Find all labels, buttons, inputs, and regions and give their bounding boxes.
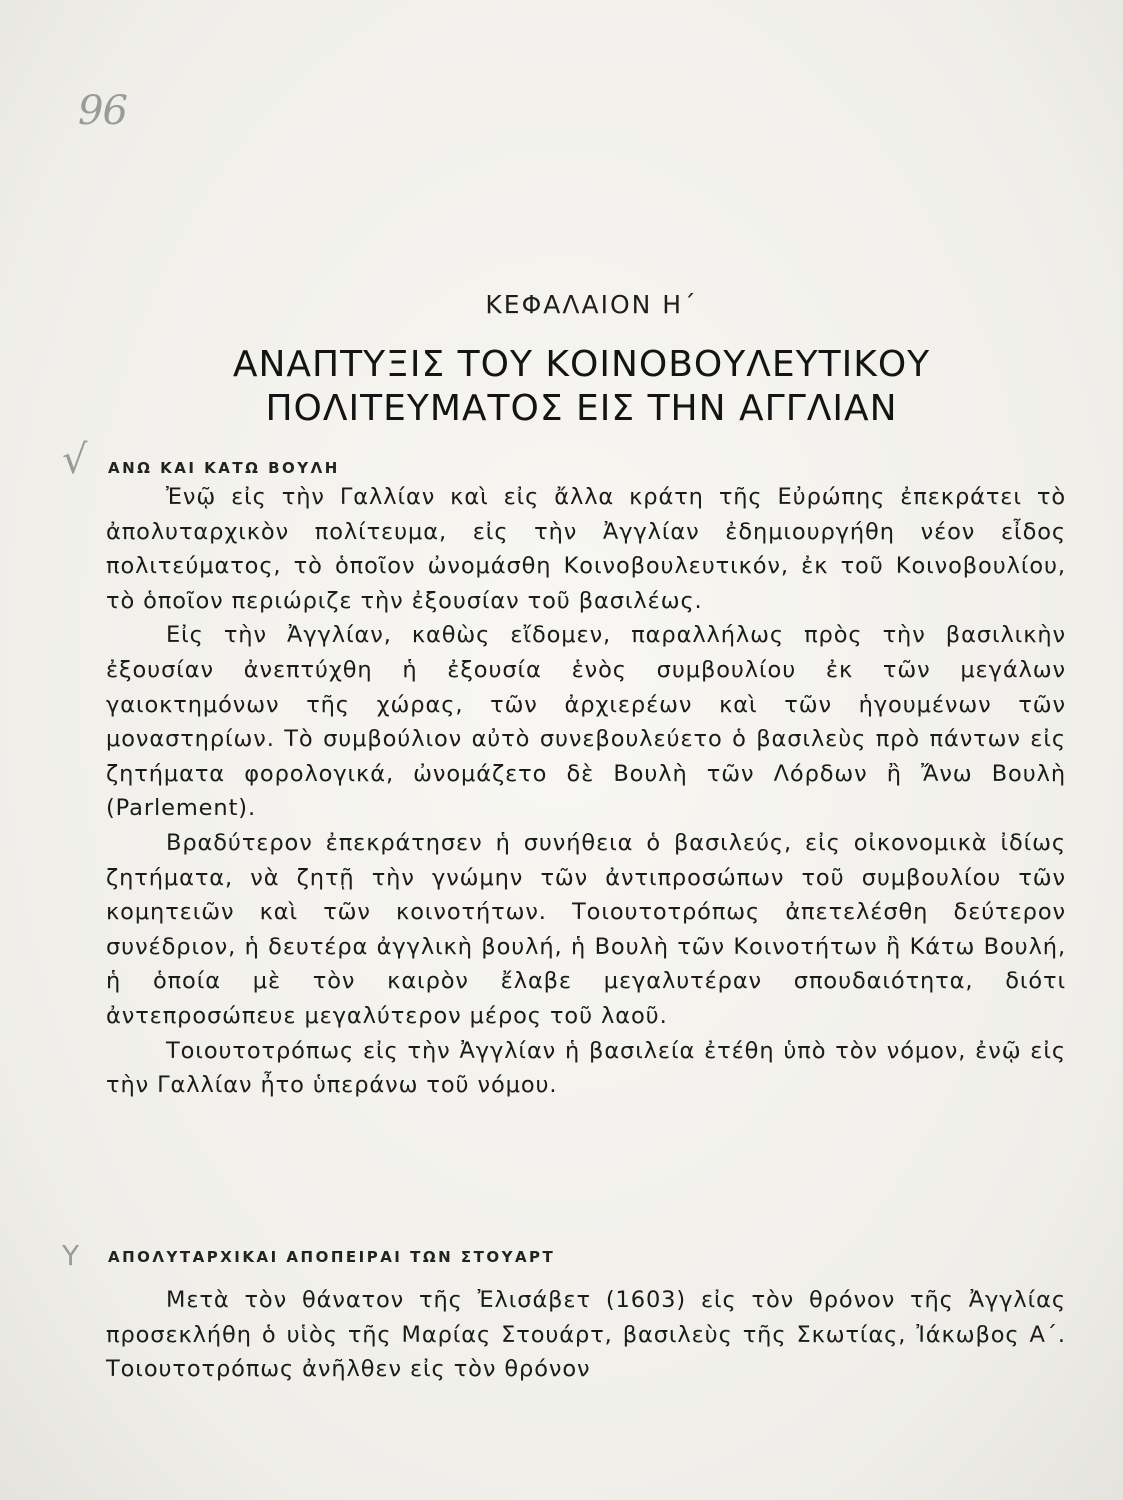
section-body [106,1283,1066,1387]
section-heading: ΑΝΩ ΚΑΙ ΚΑΤΩ ΒΟΥΛΗ [108,459,340,477]
chapter-title-line-1: ΑΝΑΠΤΥΞΙΣ ΤΟΥ ΚΟΙΝΟΒΟΥΛΕΥΤΙΚΟΥ [232,344,931,385]
paragraph: Μετὰ τὸν θάνατον τῆς Ἐλισάβετ (1603) εἰς τὸν θρόνον τῆς Ἀγγλίας προσεκλήθη ὁ υἱὸς τῆς Μαρίας Στουάρτ, βασιλεὺς τῆς Σκωτίας, Ἰάκωβος Α΄. Τοιουτοτρόπως ἀνῆλθεν εἰς τὸν θρόνον [106,1287,1066,1383]
paragraph: Τοιουτοτρόπως εἰς τὴν Ἀγγλίαν ἡ βασιλεία ἐτέθη ὑπὸ τὸν νόμον, ἐνῷ εἰς τὴν Γαλλίαν ἦτο ὑπεράνω τοῦ νόμου. [106,1037,1066,1099]
paragraph: Ἐνῷ εἰς τὴν Γαλλίαν καὶ εἰς ἄλλα κράτη τῆς Εὐρώπης ἐπεκράτει τὸ ἀπολυταρχικὸν πολίτευμα, εἰς τὴν Ἀγγλίαν ἐδημιουργήθη νέον εἶδος πολιτεύματος, τὸ ὁποῖον ὠνομάσθη Κοινοβουλευτικόν, ἐκ τοῦ Κοινοβουλίου, τὸ ὁποῖον περιώριζε τὴν ἐξουσίαν τοῦ βασιλέως. [106,484,1066,614]
chapter-title-line-2: ΠΟΛΙΤΕΥΜΑΤΟΣ ΕΙΣ ΤΗΝ ΑΓΓΛΙΑΝ [265,388,898,429]
handwritten-check-mark: Y [62,1239,80,1272]
paragraph: Εἰς τὴν Ἀγγλίαν, καθὼς εἴδομεν, παραλλήλως πρὸς τὴν βασιλικὴν ἐξουσίαν ἀνεπτύχθη ἡ ἐξουσία ἑνὸς συμβουλίου ἐκ τῶν μεγάλων γαιοκτημόνων τῆς χώρας, τῶν ἀρχιερέων καὶ τῶν ἡγουμένων τῶν μοναστηρίων. Τὸ συμβούλιον αὐτὸ συνεβουλεύετο ὁ βασιλεὺς πρὸ πάντων εἰς ζητήματα φορολογικά, ὠνομάζετο δὲ Βουλὴ τῶν Λόρδων ἢ Ἄνω Βουλὴ (Parlement). [106,622,1066,822]
paragraph: Βραδύτερον ἐπεκράτησεν ἡ συνήθεια ὁ βασιλεύς, εἰς οἰκονομικὰ ἰδίως ζητήματα, νὰ ζητῇ τὴν γνώμην τῶν ἀντιπροσώπων τοῦ συμβουλίου τῶν κομητειῶν καὶ τῶν κοινοτήτων. Τοιουτοτρόπως ἀπετελέσθη δεύτερον συνέδριον, ἡ δευτέρα ἀγγλικὴ βουλή, ἡ Βουλὴ τῶν Κοινοτήτων ἢ Κάτω Βουλή, ἡ ὁποία μὲ τὸν καιρὸν ἔλαβε μεγαλυτέραν σπουδαιότητα, διότι ἀντεπροσώπευε μεγαλύτερον μέρος τοῦ λαοῦ. [106,829,1066,1029]
section-heading: ΑΠΟΛΥΤΑΡΧΙΚΑΙ ΑΠΟΠΕΙΡΑΙ ΤΩΝ ΣΤΟΥΑΡΤ [108,1248,556,1266]
chapter-label: ΚΕΦΑΛΑΙΟΝ Η΄ [485,290,698,319]
section-body [106,480,1066,1103]
page-number: 96 [78,88,127,134]
handwritten-check-mark: √ [62,437,88,483]
chapter-title [0,343,1123,431]
